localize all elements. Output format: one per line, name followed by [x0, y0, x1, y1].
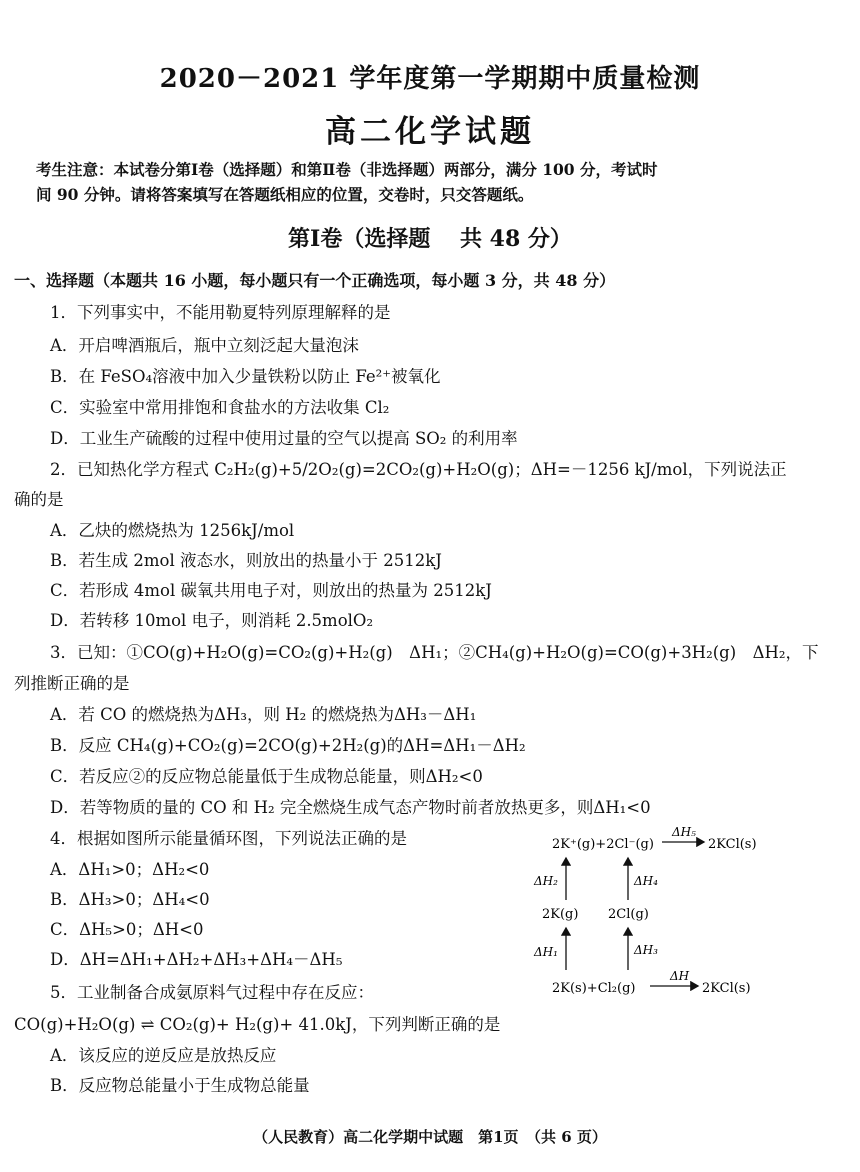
question-1: 1．下列事实中，不能用勒夏特列原理解释的是 — [50, 303, 391, 322]
q2-option-d: D．若转移 10mol 电子，则消耗 2.5molO₂ — [50, 611, 374, 630]
label-h4: ΔH₄ — [634, 874, 658, 888]
q3-option-d: D．若等物质的量的 CO 和 H₂ 完全燃烧生成气态产物时前者放热更多，则ΔH₁<0 — [50, 798, 651, 817]
exam-title: 2020－2021 学年度第一学期期中质量检测 — [159, 64, 701, 94]
q4-option-c: C．ΔH₅>0；ΔH<0 — [50, 920, 204, 939]
q1-option-b: B．在 FeSO₄溶液中加入少量铁粉以防止 Fe²⁺被氧化 — [50, 367, 441, 386]
label-h: ΔH — [670, 969, 690, 983]
question-2: 2．已知热化学方程式 C₂H₂(g)+5/2O₂(g)=2CO₂(g)+H₂O(g)；ΔH=－1256 kJ/mol，下列说法正 — [50, 460, 787, 479]
q5-option-a: A．该反应的逆反应是放热反应 — [50, 1046, 277, 1065]
notice-line-2: 间 90 分钟。请将答案填写在答题纸相应的位置，交卷时，只交答题纸。 — [36, 185, 534, 204]
label-h2: ΔH₂ — [534, 874, 558, 888]
question-3: 3．已知：①CO(g)+H₂O(g)=CO₂(g)+H₂(g) ΔH₁；②CH₄(g)+H₂O(g)=CO(g)+3H₂(g) ΔH₂，下 — [50, 643, 819, 662]
label-h5: ΔH₅ — [672, 825, 696, 839]
q3-option-c: C．若反应②的反应物总能量低于生成物总能量，则ΔH₂<0 — [50, 767, 483, 786]
q3-option-b: B．反应 CH₄(g)+CO₂(g)=2CO(g)+2H₂(g)的ΔH=ΔH₁－ΔH₂ — [50, 736, 526, 755]
q4-option-b: B．ΔH₃>0；ΔH₄<0 — [50, 890, 210, 909]
subject-title: 高二化学试题 — [325, 114, 535, 150]
diagram-bottom-kcl: 2KCl(s) — [702, 981, 751, 996]
question-5: 5．工业制备合成氨原料气过程中存在反应： — [50, 983, 374, 1002]
q4-option-a: A．ΔH₁>0；ΔH₂<0 — [50, 860, 210, 879]
diagram-mid-k: 2K(g) — [542, 907, 579, 922]
q1-option-a: A．开启啤酒瓶后，瓶中立刻泛起大量泡沫 — [50, 336, 359, 355]
label-h1: ΔH₁ — [534, 945, 558, 959]
q5-option-b: B．反应物总能量小于生成物总能量 — [50, 1076, 310, 1095]
q1-option-d: D．工业生产硫酸的过程中使用过量的空气以提高 SO₂ 的利用率 — [50, 429, 518, 448]
question-4: 4．根据如图所示能量循环图，下列说法正确的是 — [50, 829, 407, 848]
q1-option-c: C．实验室中常用排饱和食盐水的方法收集 Cl₂ — [50, 398, 390, 417]
q2-option-c: C．若形成 4mol 碳氧共用电子对，则放出的热量为 2512kJ — [50, 581, 492, 600]
q2-option-a: A．乙炔的燃烧热为 1256kJ/mol — [50, 521, 295, 540]
question-2-cont: 确的是 — [14, 490, 64, 509]
diagram-top-ions: 2K⁺(g)+2Cl⁻(g) — [552, 837, 654, 852]
question-5-equation: CO(g)+H₂O(g) ⇌ CO₂(g)+ H₂(g)+ 41.0kJ，下列判断正确的是 — [14, 1015, 501, 1034]
page-footer: （人民教育）高二化学期中试题 第1页 （共 6 页） — [253, 1128, 607, 1146]
label-h3: ΔH₃ — [634, 943, 658, 957]
q2-option-b: B．若生成 2mol 液态水，则放出的热量小于 2512kJ — [50, 551, 442, 570]
notice-line-1: 考生注意：本试卷分第Ⅰ卷（选择题）和第Ⅱ卷（非选择题）两部分，满分 100 分，考试时 — [36, 160, 658, 179]
q4-option-d: D．ΔH=ΔH₁+ΔH₂+ΔH₃+ΔH₄－ΔH₅ — [50, 950, 343, 969]
energy-cycle-diagram — [520, 822, 810, 1007]
section-heading: 第Ⅰ卷（选择题 共 48 分） — [288, 226, 572, 252]
diagram-bottom-reactants: 2K(s)+Cl₂(g) — [552, 981, 636, 996]
q3-option-a: A．若 CO 的燃烧热为ΔH₃，则 H₂ 的燃烧热为ΔH₃－ΔH₁ — [50, 705, 477, 724]
question-3-cont: 列推断正确的是 — [14, 674, 130, 693]
part-heading: 一、选择题（本题共 16 小题，每小题只有一个正确选项，每小题 3 分，共 48 分） — [14, 271, 616, 290]
diagram-mid-cl: 2Cl(g) — [608, 907, 649, 922]
diagram-top-kcl: 2KCl(s) — [708, 837, 757, 852]
